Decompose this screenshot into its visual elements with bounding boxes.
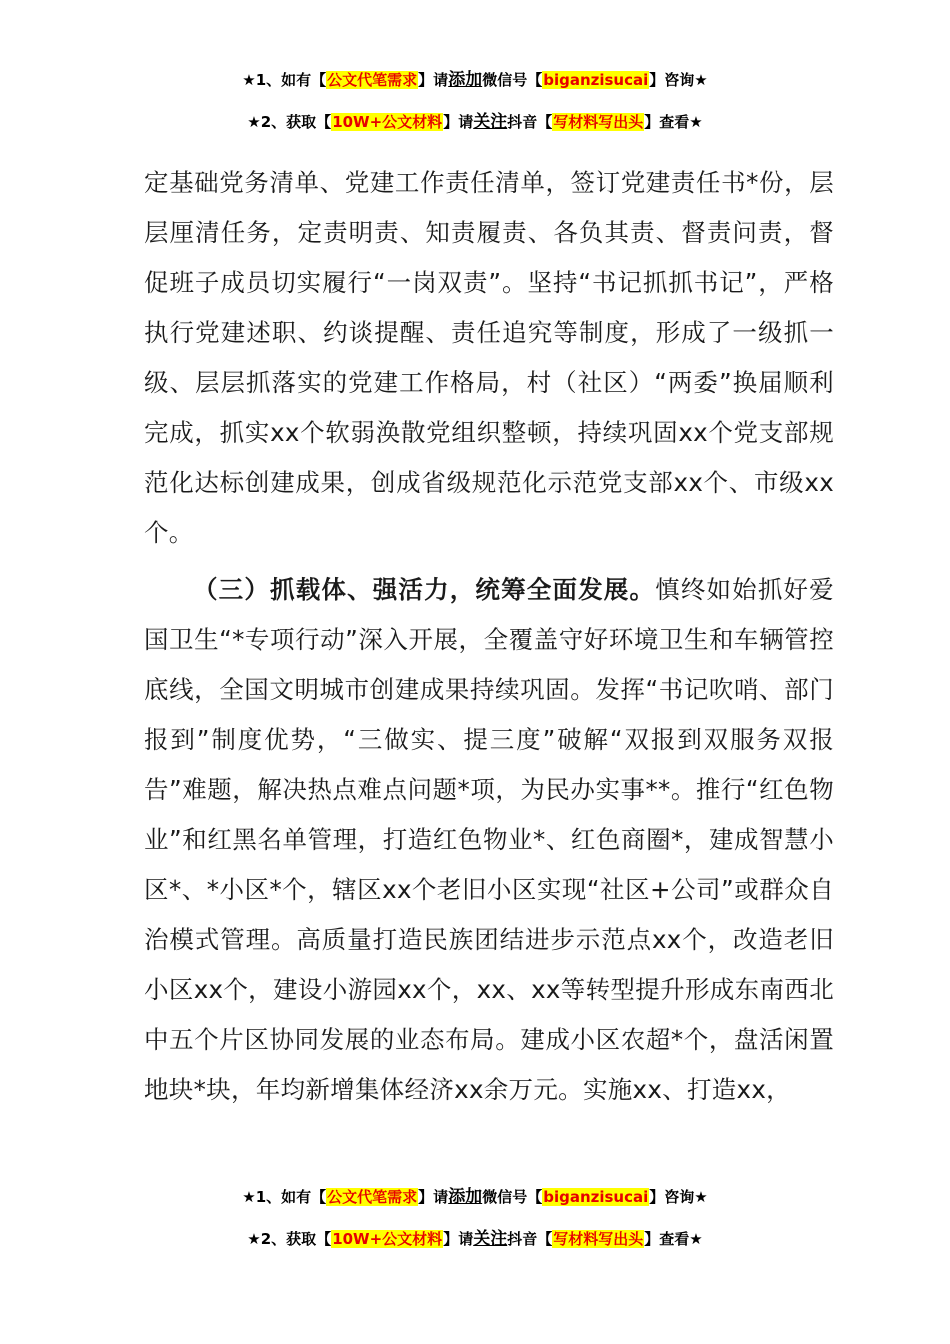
banner-text: 】咨询★ (649, 1188, 708, 1206)
highlight-text: 写材料写出头 (553, 1230, 644, 1248)
document-body (144, 158, 834, 1115)
paragraph-section-3 (144, 565, 834, 1115)
emphasis-text: 关注 (473, 112, 508, 132)
banner-text: ★1、如有【 (242, 71, 327, 89)
header-banner (0, 66, 950, 150)
highlight-text: 写材料写出头 (553, 113, 644, 131)
banner-line-1 (0, 1183, 950, 1211)
banner-text: 】请 (418, 71, 449, 89)
emphasis-text: 添加 (448, 70, 483, 90)
highlight-text: 公文代笔需求 (327, 1188, 418, 1206)
highlight-text: biganzisucai (543, 71, 649, 89)
section-heading: （三）抓载体、强活力，统筹全面发展。 (193, 575, 656, 604)
banner-text: ★2、获取【 (247, 113, 332, 131)
banner-text: 微信号【 (482, 1188, 543, 1206)
emphasis-text: 添加 (448, 1187, 483, 1207)
banner-text: 】查看★ (644, 1230, 703, 1248)
banner-line-1 (0, 66, 950, 94)
banner-text: 】查看★ (644, 113, 703, 131)
banner-text: 】请 (443, 113, 474, 131)
banner-text: ★2、获取【 (247, 1230, 332, 1248)
banner-text: ★1、如有【 (242, 1188, 327, 1206)
banner-text: 微信号【 (482, 71, 543, 89)
highlight-text: 公文代笔需求 (327, 71, 418, 89)
footer-banner (0, 1183, 950, 1267)
banner-text: 】请 (443, 1230, 474, 1248)
highlight-text: 10W+公文材料 (332, 113, 443, 131)
banner-line-2 (0, 108, 950, 136)
highlight-text: 10W+公文材料 (332, 1230, 443, 1248)
banner-text: 】咨询★ (649, 71, 708, 89)
banner-line-2 (0, 1225, 950, 1253)
banner-text: 抖音【 (507, 1230, 553, 1248)
section-text: 慎终如始抓好爱国卫生“*专项行动”深入开展，全覆盖守好环境卫生和车辆管控底线，全国文明城市创建成果持续巩固。发挥“书记吹哨、部门报到”制度优势，“三做实、提三度”破解“双报到双服务双报告”难题，解决热点难点问题*项，为民办实事**。推行“红色物业”和红黑名单管理，打造红色物业*、红色商圈*，建成智慧小区*、*小区*个，辖区xx个老旧小区实现“社区+公司”或群众自治模式管理。高质量打造民族团结进步示范点xx个，改造老旧小区xx个，建设小游园xx个，xx、xx等转型提升形成东南西北中五个片区协同发展的业态布局。建成小区农超*个，盘活闲置地块*块，年均新增集体经济xx余万元。实施xx、打造xx， (144, 575, 834, 1104)
paragraph-continuation: 定基础党务清单、党建工作责任清单，签订党建责任书*份，层层厘清任务，定责明责、知责履责、各负其责、督责问责，督促班子成员切实履行“一岗双责”。坚持“书记抓抓书记”，严格执行党建述职、约谈提醒、责任追究等制度，形成了一级抓一级、层层抓落实的党建工作格局，村（社区）“两委”换届顺利完成，抓实xx个软弱涣散党组织整顿，持续巩固xx个党支部规范化达标创建成果，创成省级规范化示范党支部xx个、市级xx个。 (144, 168, 834, 547)
emphasis-text: 关注 (473, 1229, 508, 1249)
banner-text: 抖音【 (507, 113, 553, 131)
highlight-text: biganzisucai (543, 1188, 649, 1206)
banner-text: 】请 (418, 1188, 449, 1206)
